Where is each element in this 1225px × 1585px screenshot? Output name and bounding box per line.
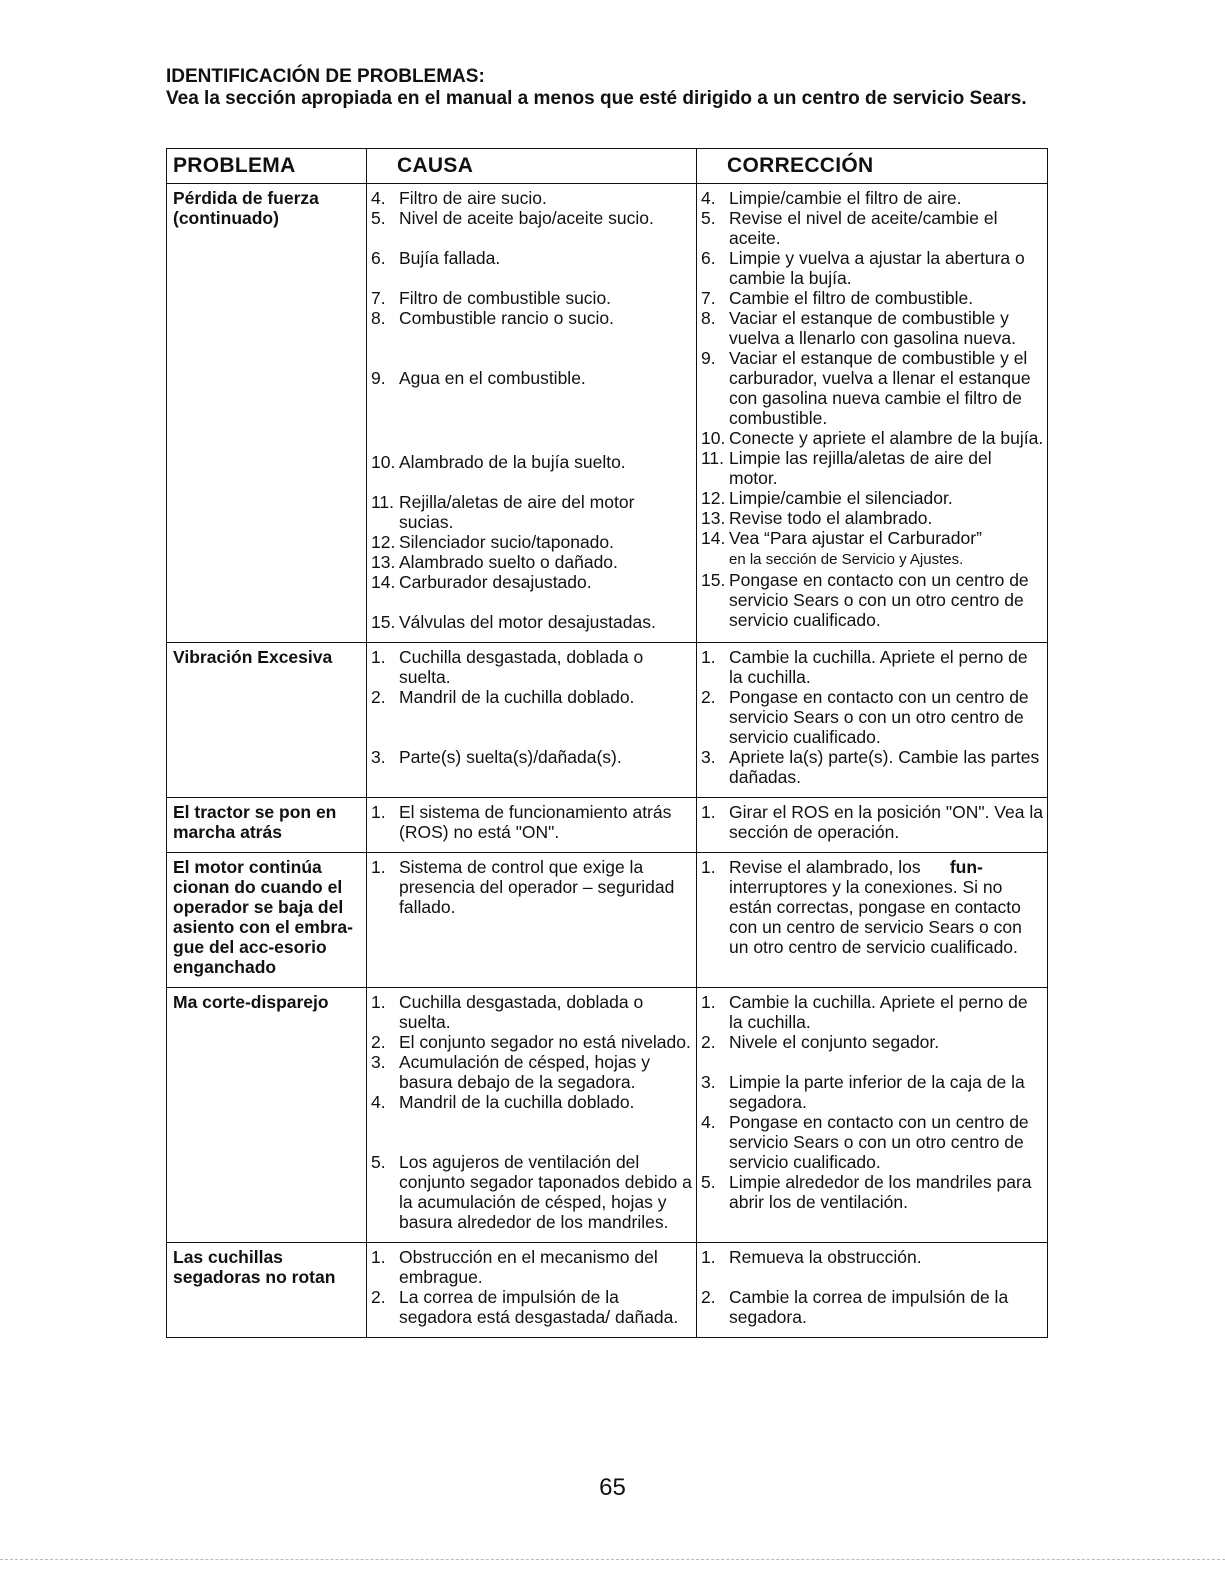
list-item	[701, 1112, 1044, 1172]
item-text: Rejilla/aletas de aire del motor sucias.	[399, 492, 635, 532]
item-number: 12.	[701, 488, 726, 508]
table-row	[167, 184, 1048, 643]
item-number: 3.	[371, 747, 386, 767]
item-number: 1.	[701, 1247, 716, 1267]
item-number: 1.	[701, 802, 716, 822]
list-item	[701, 647, 1044, 687]
item-number: 11.	[371, 492, 395, 512]
header-correction: CORRECCIÓN	[697, 149, 1048, 184]
item-number: 11.	[701, 448, 725, 468]
item-number: 4.	[701, 1112, 716, 1132]
list-item	[371, 308, 693, 328]
item-text: Sistema de control que exige la presencia del operador – seguridad fallado.	[399, 857, 675, 917]
list-item	[371, 802, 693, 842]
item-number: 1.	[371, 857, 386, 877]
correction-cell	[697, 988, 1048, 1243]
page-number: 65	[599, 1474, 626, 1501]
header-cause: CAUSA	[367, 149, 697, 184]
list-item	[371, 687, 693, 707]
problem-cell: El motor continúa cionan do cuando el operador se baja del asiento con el embra-gue del acc-esorio enganchado	[167, 853, 367, 988]
list-item	[701, 348, 1044, 428]
item-number: 13.	[701, 508, 726, 528]
item-text: Limpie y vuelva a ajustar la abertura o cambie la bujía.	[729, 248, 1025, 288]
cause-cell	[367, 988, 697, 1243]
list-item	[371, 857, 693, 917]
list-item	[371, 492, 693, 532]
item-number: 1.	[701, 647, 716, 667]
list-item	[701, 1032, 1044, 1052]
item-text: Alambrado de la bujía suelto.	[399, 452, 626, 472]
list-item	[701, 1287, 1044, 1327]
item-text: Cambie el filtro de combustible.	[729, 288, 974, 308]
table-row	[167, 798, 1048, 853]
list-item	[701, 1247, 1044, 1267]
item-text: El sistema de funcionamiento atrás (ROS) no está "ON".	[399, 802, 672, 842]
item-number: 3.	[701, 747, 716, 767]
item-number: 5.	[371, 1152, 386, 1172]
item-text: Mandril de la cuchilla doblado.	[399, 1092, 635, 1112]
item-text: Revise el nivel de aceite/cambie el aceite.	[729, 208, 998, 248]
item-number: 14.	[701, 528, 726, 548]
list-item	[371, 248, 693, 268]
list-item	[371, 208, 693, 228]
list-item	[371, 1032, 693, 1052]
item-number: 4.	[371, 188, 386, 208]
correction-cell	[697, 184, 1048, 643]
list-item	[371, 1287, 693, 1327]
item-text: Cuchilla desgastada, doblada o suelta.	[399, 647, 644, 687]
table-row	[167, 853, 1048, 988]
item-number: 5.	[701, 208, 716, 228]
page-heading	[166, 66, 1046, 110]
correction-cell	[697, 853, 1048, 988]
problem-cell: El tractor se pon en marcha atrás	[167, 798, 367, 853]
list-item	[701, 857, 1044, 957]
item-number: 2.	[701, 1032, 716, 1052]
list-item	[701, 747, 1044, 787]
list-item	[371, 552, 693, 572]
item-text: Carburador desajustado.	[399, 572, 592, 592]
list-item	[701, 308, 1044, 348]
item-text: Cambie la cuchilla. Apriete el perno de la cuchilla.	[729, 992, 1028, 1032]
table-header-row	[167, 149, 1048, 184]
item-number: 2.	[371, 1032, 386, 1052]
item-text: Acumulación de césped, hojas y basura debajo de la segadora.	[399, 1052, 650, 1092]
problem-cell: Las cuchillas segadoras no rotan	[167, 1243, 367, 1338]
cause-cell	[367, 853, 697, 988]
item-text: Cambie la correa de impulsión de la segadora.	[729, 1287, 1009, 1327]
item-text: Cuchilla desgastada, doblada o suelta.	[399, 992, 644, 1032]
item-number: 15.	[371, 612, 396, 632]
item-text: Silenciador sucio/taponado.	[399, 532, 615, 552]
item-text: Filtro de combustible sucio.	[399, 288, 612, 308]
item-text: Vaciar el estanque de combustible y el carburador, vuelva a llenar el estanque con gasolina nueva cambie el filtro de combustible.	[729, 348, 1031, 428]
correction-cell	[697, 798, 1048, 853]
item-text: Pongase en contacto con un centro de servicio Sears o con un otro centro de servicio cualificado.	[729, 1112, 1029, 1172]
list-item	[701, 288, 1044, 308]
item-text: El conjunto segador no está nivelado.	[399, 1032, 691, 1052]
item-text: Vaciar el estanque de combustible y vuelva a llenarlo con gasolina nueva.	[729, 308, 1016, 348]
item-number: 9.	[371, 368, 386, 388]
item-text: Parte(s) suelta(s)/dañada(s).	[399, 747, 622, 767]
correction-cell	[697, 643, 1048, 798]
item-number: 10.	[701, 428, 726, 448]
list-item	[371, 1152, 693, 1232]
item-bold-text: fun-	[949, 857, 983, 877]
item-text: Bujía fallada.	[399, 248, 501, 268]
item-text: Vea “Para ajustar el Carburador”	[729, 528, 982, 548]
item-number: 4.	[371, 1092, 386, 1112]
list-item	[371, 612, 693, 632]
table-row	[167, 1243, 1048, 1338]
item-text: Revise todo el alambrado.	[729, 508, 933, 528]
correction-cell	[697, 1243, 1048, 1338]
item-text: Limpie la parte inferior de la caja de la segadora.	[729, 1072, 1025, 1112]
list-item	[371, 368, 693, 388]
item-number: 12.	[371, 532, 396, 552]
item-number: 5.	[701, 1172, 716, 1192]
item-text: Nivel de aceite bajo/aceite sucio.	[399, 208, 654, 228]
item-text: Conecte y apriete el alambre de la bujía.	[729, 428, 1044, 448]
cause-cell	[367, 643, 697, 798]
item-text: Limpie/cambie el filtro de aire.	[729, 188, 962, 208]
cause-cell	[367, 798, 697, 853]
item-text: Filtro de aire sucio.	[399, 188, 547, 208]
item-number: 9.	[701, 348, 716, 368]
item-text: Revise el alambrado, los	[729, 857, 921, 877]
item-number: 10.	[371, 452, 396, 472]
item-text: Mandril de la cuchilla doblado.	[399, 687, 635, 707]
item-text-rest: interruptores y la conexiones. Si no están correctas, pongase en contacto con un centro de servicio Sears o con un otro centro de servicio cualificado.	[729, 877, 1022, 957]
cause-cell	[367, 1243, 697, 1338]
list-item	[701, 528, 1044, 570]
cause-cell	[367, 184, 697, 643]
item-text: Alambrado suelto o dañado.	[399, 552, 618, 572]
item-number: 1.	[371, 1247, 386, 1267]
list-item	[371, 992, 693, 1032]
problem-cell: Vibración Excesiva	[167, 643, 367, 798]
list-item	[371, 1052, 693, 1092]
item-number: 8.	[701, 308, 716, 328]
item-number: 6.	[371, 248, 386, 268]
table-row	[167, 988, 1048, 1243]
item-text: Cambie la cuchilla. Apriete el perno de la cuchilla.	[729, 647, 1028, 687]
item-text: La correa de impulsión de la segadora está desgastada/ dañada.	[399, 1287, 679, 1327]
header-problem: PROBLEMA	[167, 149, 367, 184]
list-item	[701, 448, 1044, 488]
item-number: 2.	[701, 687, 716, 707]
list-item	[701, 1072, 1044, 1112]
item-text: Pongase en contacto con un centro de servicio Sears o con un otro centro de servicio cualificado.	[729, 570, 1029, 630]
list-item	[701, 508, 1044, 528]
heading-title: IDENTIFICACIÓN DE PROBLEMAS:	[166, 66, 485, 87]
list-item	[371, 452, 693, 472]
item-text: Los agujeros de ventilación del conjunto segador taponados debido a la acumulación de césped, hojas y basura alrededor de los mandriles.	[399, 1152, 692, 1232]
list-item	[371, 747, 693, 767]
item-number: 2.	[701, 1287, 716, 1307]
item-text: Limpie las rejilla/aletas de aire del motor.	[729, 448, 992, 488]
list-item	[701, 802, 1044, 842]
item-number: 15.	[701, 570, 726, 590]
list-item	[701, 570, 1044, 630]
problem-cell: Ma corte-disparejo	[167, 988, 367, 1243]
item-number: 6.	[701, 248, 716, 268]
item-number: 4.	[701, 188, 716, 208]
item-number: 3.	[371, 1052, 386, 1072]
item-number: 5.	[371, 208, 386, 228]
list-item	[371, 572, 693, 592]
list-item	[371, 188, 693, 208]
item-text: Limpie alrededor de los mandriles para abrir los de ventilación.	[729, 1172, 1032, 1212]
item-number: 13.	[371, 552, 396, 572]
item-number: 2.	[371, 1287, 386, 1307]
item-text: Apriete la(s) parte(s). Cambie las partes dañadas.	[729, 747, 1040, 787]
item-text: Remueva la obstrucción.	[729, 1247, 922, 1267]
list-item	[701, 208, 1044, 248]
list-item	[701, 488, 1044, 508]
problem-cell: Pérdida de fuerza (continuado)	[167, 184, 367, 643]
item-number: 1.	[371, 647, 386, 667]
list-item	[701, 992, 1044, 1032]
item-number: 2.	[371, 687, 386, 707]
item-number: 7.	[701, 288, 716, 308]
item-number: 7.	[371, 288, 386, 308]
item-number: 1.	[701, 857, 716, 877]
list-item	[371, 647, 693, 687]
list-item	[701, 428, 1044, 448]
list-item	[701, 687, 1044, 747]
item-text: Pongase en contacto con un centro de servicio Sears o con un otro centro de servicio cualificado.	[729, 687, 1029, 747]
item-text: Girar el ROS en la posición "ON". Vea la sección de operación.	[729, 802, 1043, 842]
table-row	[167, 643, 1048, 798]
scan-edge-divider	[0, 1559, 1225, 1561]
item-number: 8.	[371, 308, 386, 328]
list-item	[701, 188, 1044, 208]
item-text: Válvulas del motor desajustadas.	[399, 612, 656, 632]
heading-subtitle: Vea la sección apropiada en el manual a menos que esté dirigido a un centro de servicio Sears.	[166, 88, 1027, 109]
item-text: Agua en el combustible.	[399, 368, 586, 388]
item-note: en la sección de Servicio y Ajustes.	[729, 551, 964, 568]
item-number: 1.	[371, 992, 386, 1012]
item-number: 14.	[371, 572, 396, 592]
list-item	[371, 1092, 693, 1112]
item-number: 1.	[371, 802, 386, 822]
troubleshooting-table	[166, 148, 1048, 1338]
item-number: 1.	[701, 992, 716, 1012]
item-number: 3.	[701, 1072, 716, 1092]
list-item	[371, 532, 693, 552]
item-text: Nivele el conjunto segador.	[729, 1032, 940, 1052]
list-item	[701, 1172, 1044, 1212]
list-item	[701, 248, 1044, 288]
list-item	[371, 1247, 693, 1287]
item-text: Combustible rancio o sucio.	[399, 308, 614, 328]
list-item	[371, 288, 693, 308]
item-text: Obstrucción en el mecanismo del embrague.	[399, 1247, 658, 1287]
item-text: Limpie/cambie el silenciador.	[729, 488, 953, 508]
